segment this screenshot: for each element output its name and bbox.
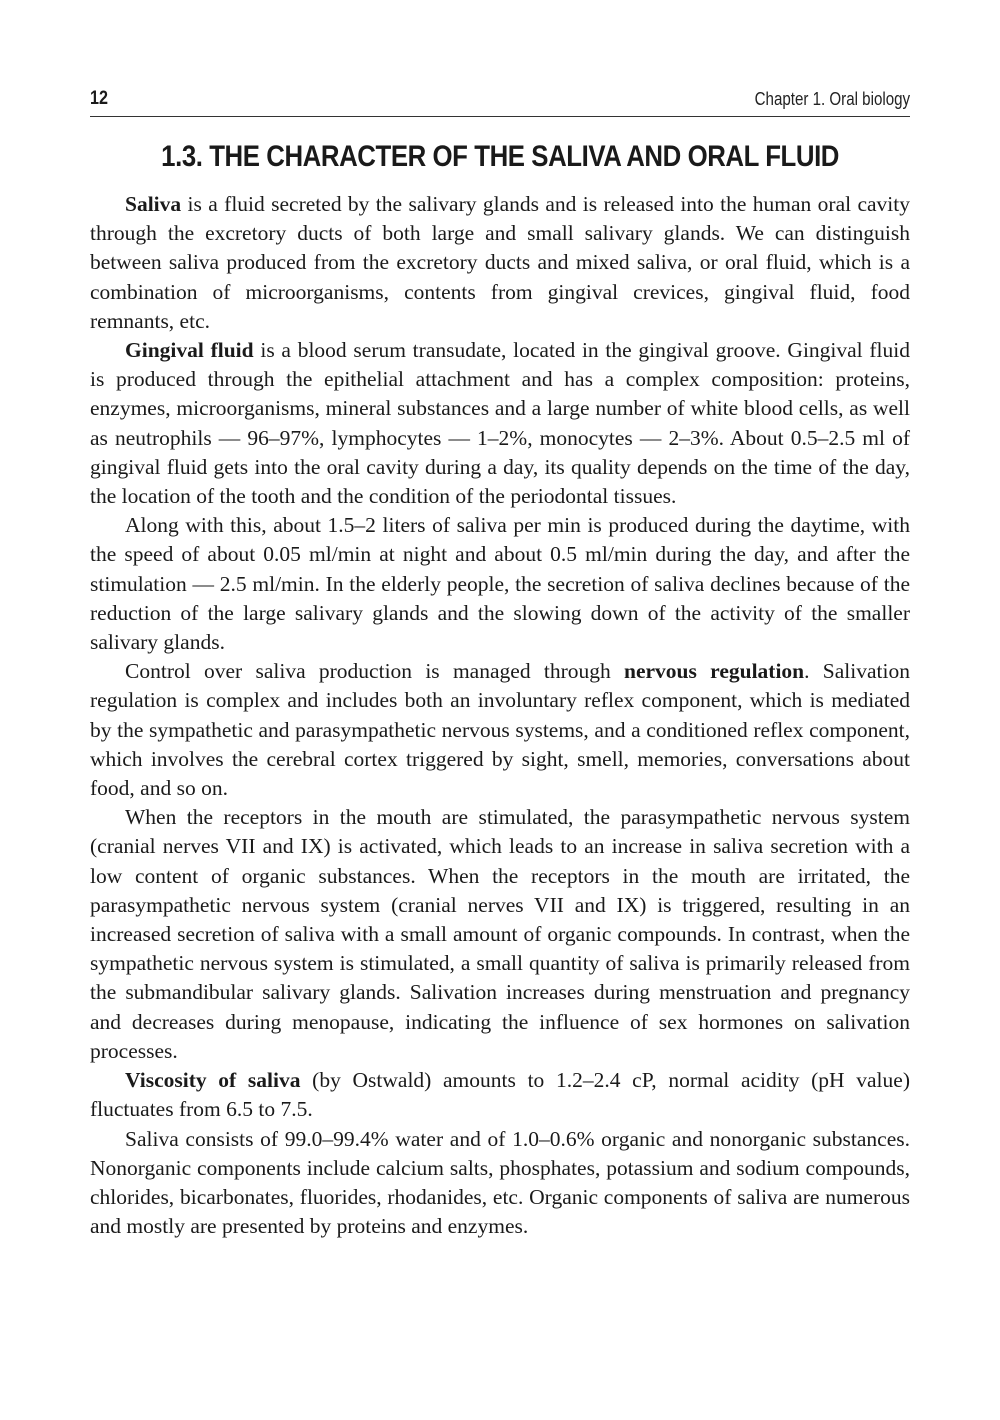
paragraph-saliva-volume	[90, 511, 910, 657]
paragraph-text: Along with this, about 1.5–2 liters of saliva per min is produced during the daytime, with the speed of about 0.05 ml/min at night and about 0.5 ml/min during the day, and after the stimulation — 2.5 ml/min. In the elderly people, the secretion of saliva declines because of the reduction of the large salivary glands and the slowing down of the activity of the smaller salivary glands.	[90, 513, 910, 655]
paragraph-nervous-regulation	[90, 657, 910, 803]
paragraph-saliva	[90, 190, 910, 336]
paragraph-viscosity	[90, 1066, 910, 1124]
section-title	[90, 140, 910, 174]
term-gingival-fluid: Gingival fluid	[125, 338, 254, 363]
paragraph-text-after: . Salivation regulation is complex and includes both an involuntary reflex component, which is mediated by the sympathetic and parasympathetic nervous systems, and a conditioned reflex component, which involves the cerebral cortex triggered by sight, smell, memories, conversations about food, and so on.	[90, 659, 910, 801]
term-saliva: Saliva	[125, 192, 182, 216]
paragraph-receptors	[90, 803, 910, 1066]
paragraph-text: is a blood serum transudate, located in the gingival groove. Gingival fluid is produced through the epithelial attachment and has a complex composition: proteins, enzymes, microorganisms, mineral substances and a large number of white blood cells, as well as neutrophils — 96–97%, lymphocytes — 1–2%, monocytes — 2–3%. About 0.5–2.5 ml of gingival fluid gets into the oral cavity during a day, its quality depends on the time of the day, the location of the tooth and the condition of the periodontal tissues.	[90, 338, 910, 509]
paragraph-text: When the receptors in the mouth are stimulated, the parasympathetic nervous system (cranial nerves VII and IX) is activated, which leads to an increase in saliva secretion with a low content of organic substances. When the receptors in the mouth are irritated, the parasympathetic nervous system (cranial nerves VII and IX) is triggered, resulting in an increased secretion of saliva with a small amount of organic compounds. In contrast, when the sympathetic nervous system is stimulated, a small quantity of saliva is primarily released from the submandibular salivary glands. Salivation increases during menstruation and pregnancy and decreases during menopause, indicating the influence of sex hormones on salivation processes.	[90, 805, 910, 1063]
page-header	[90, 86, 910, 117]
body-text	[90, 190, 910, 1241]
paragraph-text-before: Control over saliva production is managed through	[125, 659, 625, 684]
page-number: 12	[90, 88, 108, 109]
paragraph-text: is a fluid secreted by the salivary glands and is released into the human oral cavity through the excretory ducts of both large and small salivary glands. We can distinguish between saliva produced from the excretory ducts and mixed saliva, or oral fluid, which is a combination of microorganisms, contents from gingival crevices, gingival fluid, food remnants, etc.	[90, 192, 910, 333]
term-viscosity: Viscosity of saliva	[125, 1068, 301, 1093]
paragraph-text: (by Ostwald) amounts to 1.2–2.4 cP, normal acidity (pH value) fluctuates from 6.5 to 7.5.	[90, 1068, 910, 1122]
term-nervous-regulation: nervous regulation	[624, 659, 805, 684]
paragraph-gingival-fluid	[90, 336, 910, 511]
section-title-text: 1.3. THE CHARACTER OF THE SALIVA AND ORAL FLUID	[161, 140, 839, 173]
running-head: Chapter 1. Oral biology	[754, 89, 910, 109]
paragraph-text: Saliva consists of 99.0–99.4% water and of 1.0–0.6% organic and nonorganic substances. Nonorganic components include calcium salts, phosphates, potassium and sodium compounds, chlorides, bicarbonates, fluorides, rhodanides, etc. Organic components of saliva are numerous and mostly are presented by proteins and enzymes.	[90, 1126, 910, 1239]
paragraph-composition	[90, 1125, 910, 1242]
